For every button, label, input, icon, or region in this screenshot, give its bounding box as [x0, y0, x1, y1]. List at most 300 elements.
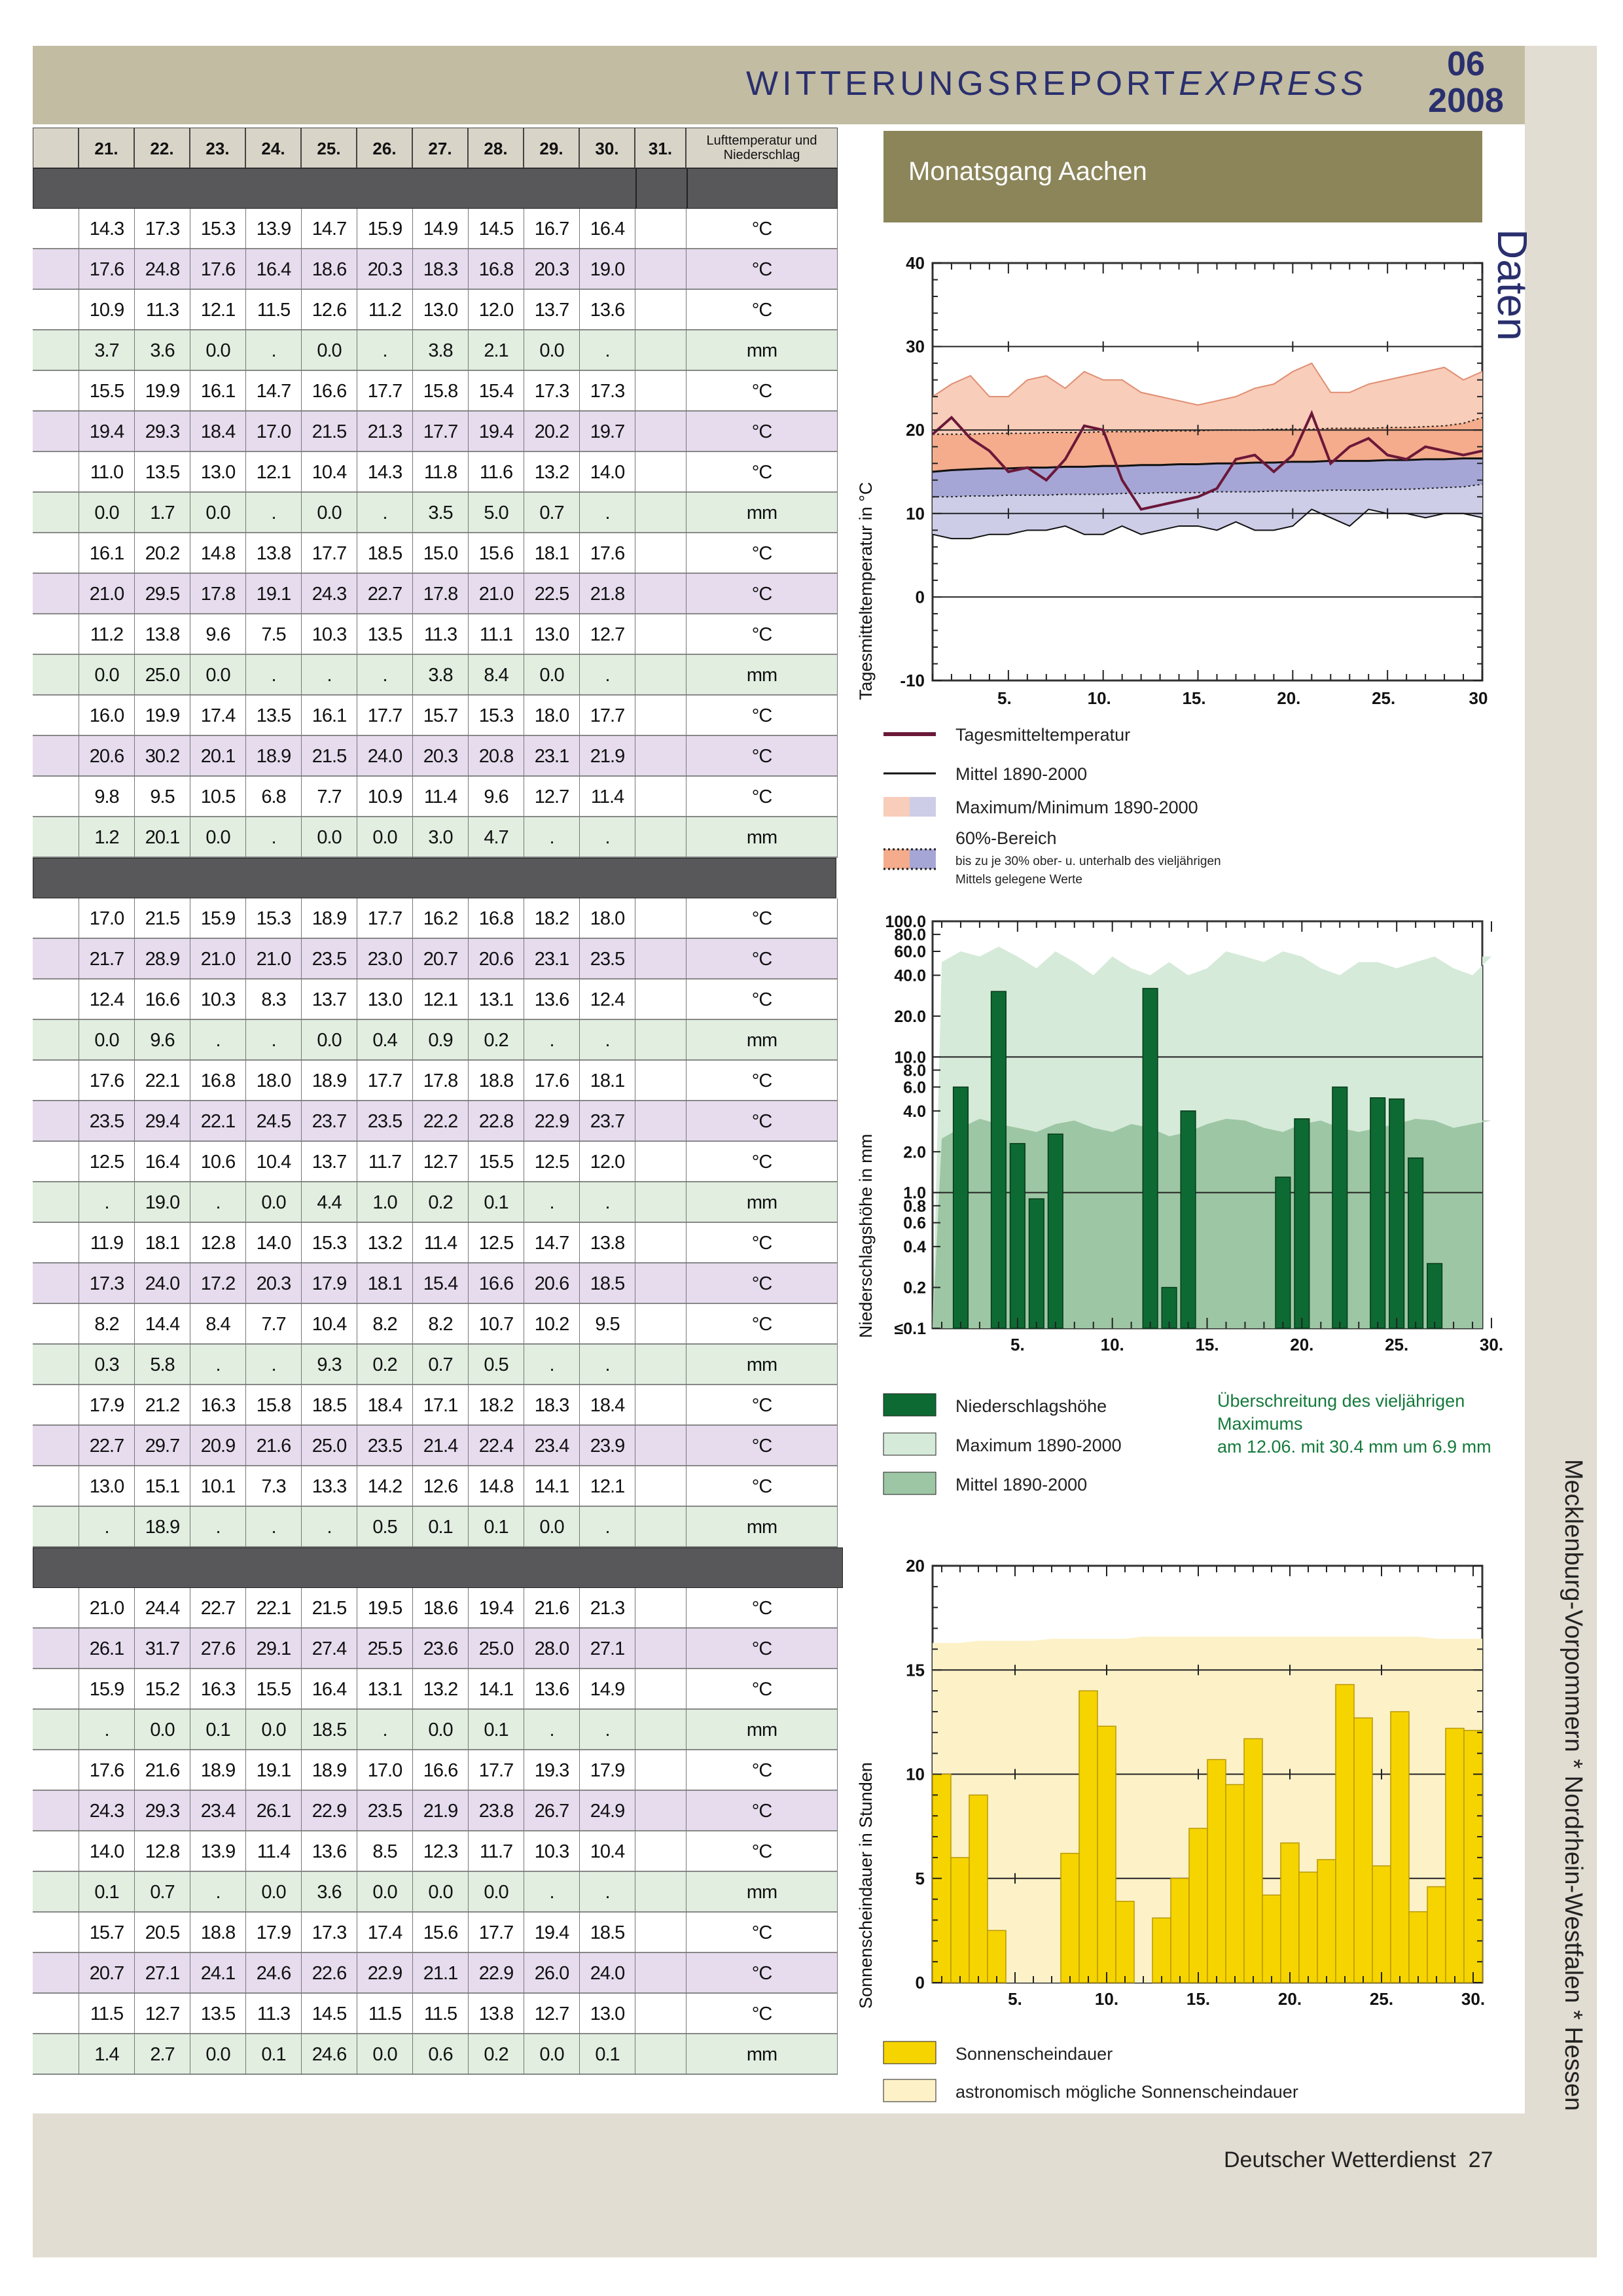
unit-cell: °C — [686, 249, 838, 290]
row-label-cell — [33, 1263, 79, 1304]
table-cell: 19.9 — [134, 696, 190, 736]
table-cell: 18.6 — [301, 249, 357, 290]
table-cell: 0.0 — [79, 655, 134, 696]
precipitation-bar — [1332, 1087, 1347, 1328]
x-tick-label: 25. — [1369, 1989, 1394, 2009]
table-cell: 1.2 — [79, 817, 134, 858]
unit-cell: °C — [686, 574, 838, 614]
table-cell: . — [190, 1507, 245, 1547]
table-cell: 16.2 — [412, 898, 468, 939]
table-row — [33, 817, 838, 858]
row-label-cell — [33, 777, 79, 817]
precipitation-bar — [1048, 1134, 1063, 1328]
table-cell: 0.0 — [468, 1872, 524, 1913]
table-cell: 23.5 — [357, 1101, 412, 1142]
table-cell: . — [524, 1710, 579, 1750]
table-cell: 23.1 — [524, 939, 579, 980]
table-cell: 12.5 — [79, 1142, 134, 1182]
table-cell: 20.1 — [134, 817, 190, 858]
table-cell: 16.4 — [301, 1669, 357, 1710]
legend-swatch-min — [910, 797, 936, 817]
table-cell: 16.0 — [79, 696, 134, 736]
y-axis-label: Tagesmitteltemperatur in °C — [856, 482, 876, 700]
table-cell: 14.1 — [524, 1466, 579, 1507]
table-cell: 18.9 — [301, 1750, 357, 1791]
column-header-day: 23. — [190, 128, 245, 168]
row-label-cell — [33, 1629, 79, 1669]
y-axis-label: Sonnenscheindauer in Stunden — [856, 1762, 876, 2009]
page-number: 27 — [1468, 2147, 1493, 2172]
table-cell: 7.7 — [301, 777, 357, 817]
table-cell: 14.3 — [79, 209, 134, 249]
table-cell: 11.1 — [468, 614, 524, 655]
issue-month: 06 — [1447, 45, 1485, 83]
table-cell: 23.7 — [301, 1101, 357, 1142]
table-cell: 12.1 — [245, 452, 301, 493]
table-cell: . — [301, 655, 357, 696]
footer — [1224, 2147, 1493, 2173]
table-cell: 20.5 — [134, 1913, 190, 1953]
table-cell — [635, 1020, 686, 1061]
y-tick-label: 2.0 — [903, 1143, 926, 1162]
table-cell: 24.3 — [301, 574, 357, 614]
precipitation-bar — [1010, 1144, 1026, 1328]
table-cell — [635, 1710, 686, 1750]
table-cell: 21.6 — [524, 1588, 579, 1629]
table-cell: 29.4 — [134, 1101, 190, 1142]
row-label-cell — [33, 1304, 79, 1345]
table-cell: 24.9 — [579, 1791, 635, 1831]
unit-cell: °C — [686, 1142, 838, 1182]
table-cell: 13.0 — [79, 1466, 134, 1507]
table-cell: 22.9 — [301, 1791, 357, 1831]
exceedance-annotation: Überschreitung des vieljährigen — [1217, 1391, 1465, 1411]
y-axis-label: Niederschlagshöhe in mm — [856, 1133, 876, 1338]
table-row — [33, 1182, 838, 1223]
table-cell: 23.7 — [579, 1101, 635, 1142]
table-cell: 14.8 — [468, 1466, 524, 1507]
row-label-cell — [33, 1020, 79, 1061]
table-cell: 16.6 — [412, 1750, 468, 1791]
table-cell: 21.3 — [357, 412, 412, 452]
sunshine-bar — [1464, 1731, 1482, 1983]
sunshine-bar — [1317, 1860, 1336, 1983]
table-cell: 13.2 — [412, 1669, 468, 1710]
column-header-day: 26. — [357, 128, 412, 168]
table-cell — [635, 1953, 686, 1994]
table-row — [33, 1994, 838, 2034]
table-cell: . — [301, 1507, 357, 1547]
table-cell: 9.6 — [468, 777, 524, 817]
table-cell: 19.5 — [357, 1588, 412, 1629]
table-cell: 22.8 — [468, 1101, 524, 1142]
table-cell: 25.0 — [468, 1629, 524, 1669]
table-cell: 19.4 — [79, 412, 134, 452]
table-cell: 0.7 — [134, 1872, 190, 1913]
table-row — [33, 290, 838, 330]
unit-cell: °C — [686, 533, 838, 574]
table-cell: 22.7 — [79, 1426, 134, 1466]
table-cell: 12.6 — [301, 290, 357, 330]
table-cell: 21.0 — [245, 939, 301, 980]
table-cell: . — [579, 1345, 635, 1385]
table-cell: 0.1 — [579, 2034, 635, 2075]
sunshine-bar — [1281, 1843, 1299, 1983]
chart-title: Monatsgang Aachen — [908, 157, 1147, 186]
table-cell: 18.3 — [524, 1385, 579, 1426]
table-cell: 14.9 — [412, 209, 468, 249]
y-tick-label: 60.0 — [894, 942, 926, 961]
table-cell: 21.5 — [301, 1588, 357, 1629]
table-cell: 29.5 — [134, 574, 190, 614]
table-row — [33, 1101, 838, 1142]
legend-label: Sonnenscheindauer — [955, 2044, 1113, 2064]
table-row — [33, 1345, 838, 1385]
table-cell: 18.1 — [579, 1061, 635, 1101]
unit-cell: °C — [686, 1061, 838, 1101]
unit-cell: °C — [686, 1791, 838, 1831]
unit-cell: °C — [686, 290, 838, 330]
y-tick-label: -10 — [900, 671, 925, 690]
y-tick-label: 8.0 — [903, 1061, 926, 1080]
table-cell: 29.1 — [245, 1629, 301, 1669]
table-cell: 0.0 — [79, 1020, 134, 1061]
table-cell — [635, 939, 686, 980]
unit-cell: °C — [686, 1263, 838, 1304]
row-label-cell — [33, 1182, 79, 1223]
table-cell: 3.8 — [412, 330, 468, 371]
table-cell: 22.6 — [301, 1953, 357, 1994]
table-cell: . — [524, 817, 579, 858]
table-cell: . — [190, 1872, 245, 1913]
table-cell — [635, 1872, 686, 1913]
table-row — [33, 2034, 838, 2075]
y-tick-label: 0 — [915, 1973, 925, 1992]
table-cell: 15.7 — [79, 1913, 134, 1953]
table-cell: 15.3 — [245, 898, 301, 939]
table-cell: 27.6 — [190, 1629, 245, 1669]
table-row — [33, 1426, 838, 1466]
x-tick-label: 5. — [997, 688, 1012, 708]
table-cell: 17.0 — [357, 1750, 412, 1791]
table-cell: 20.7 — [412, 939, 468, 980]
table-cell: 0.0 — [357, 817, 412, 858]
table-cell: 7.3 — [245, 1466, 301, 1507]
row-label-cell — [33, 898, 79, 939]
table-cell: 12.7 — [412, 1142, 468, 1182]
table-cell — [635, 980, 686, 1020]
table-row — [33, 1304, 838, 1345]
table-cell: 17.6 — [524, 1061, 579, 1101]
table-cell: 11.5 — [412, 1994, 468, 2034]
unit-cell: mm — [686, 330, 838, 371]
table-cell: 16.4 — [134, 1142, 190, 1182]
unit-cell: °C — [686, 1750, 838, 1791]
row-label-cell — [33, 1507, 79, 1547]
table-cell: 17.7 — [301, 533, 357, 574]
table-cell: 2.1 — [468, 330, 524, 371]
table-cell — [635, 249, 686, 290]
station-section-bar — [33, 168, 838, 209]
table-cell: 10.2 — [524, 1304, 579, 1345]
table-cell: 13.0 — [190, 452, 245, 493]
row-label-cell — [33, 1426, 79, 1466]
table-cell: 15.9 — [357, 209, 412, 249]
table-cell: 26.0 — [524, 1953, 579, 1994]
unit-cell: °C — [686, 209, 838, 249]
table-cell — [635, 1669, 686, 1710]
table-cell: 22.4 — [468, 1426, 524, 1466]
table-cell: 24.6 — [245, 1953, 301, 1994]
precipitation-bar — [991, 991, 1007, 1328]
legend-swatch-max — [883, 1433, 936, 1455]
unit-cell: °C — [686, 1304, 838, 1345]
table-cell: 20.1 — [190, 736, 245, 777]
table-cell: 8.3 — [245, 980, 301, 1020]
unit-cell: °C — [686, 696, 838, 736]
table-cell: 14.5 — [468, 209, 524, 249]
table-cell: 12.1 — [579, 1466, 635, 1507]
unit-cell: °C — [686, 1385, 838, 1426]
table-cell: 11.4 — [579, 777, 635, 817]
table-cell: 28.0 — [524, 1629, 579, 1669]
table-cell: 0.1 — [245, 2034, 301, 2075]
table-row — [33, 330, 838, 371]
table-cell — [635, 574, 686, 614]
table-cell: 22.7 — [357, 574, 412, 614]
table-cell: 4.7 — [468, 817, 524, 858]
table-cell: . — [579, 655, 635, 696]
table-cell: 16.1 — [301, 696, 357, 736]
y-tick-label: 40.0 — [894, 966, 926, 985]
table-cell: 16.7 — [524, 209, 579, 249]
table-cell: 29.7 — [134, 1426, 190, 1466]
unit-cell: °C — [686, 1101, 838, 1142]
y-tick-label: 4.0 — [903, 1102, 926, 1121]
table-cell: 18.5 — [357, 533, 412, 574]
legend-label: Mittel 1890-2000 — [955, 764, 1088, 784]
table-cell: 8.5 — [357, 1831, 412, 1872]
table-cell — [635, 1345, 686, 1385]
row-label-cell — [33, 1588, 79, 1629]
legend-label: Maximum/Minimum 1890-2000 — [955, 798, 1198, 817]
table-cell — [635, 533, 686, 574]
table-row — [33, 980, 838, 1020]
table-cell: 14.4 — [134, 1304, 190, 1345]
section-bar-divider — [687, 169, 688, 208]
table-cell: 15.3 — [468, 696, 524, 736]
table-cell: 0.1 — [468, 1710, 524, 1750]
legend-swatch-astronomical — [883, 2079, 936, 2102]
table-cell: 0.0 — [190, 493, 245, 533]
table-cell: 12.0 — [579, 1142, 635, 1182]
table-cell: 16.4 — [245, 249, 301, 290]
table-cell: 1.4 — [79, 2034, 134, 2075]
table-cell — [635, 1750, 686, 1791]
unit-cell: mm — [686, 1872, 838, 1913]
table-cell: 17.7 — [357, 898, 412, 939]
table-cell: 24.0 — [579, 1953, 635, 1994]
table-cell: 12.4 — [579, 980, 635, 1020]
table-cell: 10.7 — [468, 1304, 524, 1345]
table-cell: . — [524, 1020, 579, 1061]
table-cell: 0.1 — [468, 1182, 524, 1223]
table-cell: 6.8 — [245, 777, 301, 817]
table-row — [33, 1750, 838, 1791]
table-cell: 18.5 — [301, 1385, 357, 1426]
sunshine-bar — [1336, 1685, 1354, 1983]
y-tick-label: 10 — [906, 503, 925, 523]
table-cell: 22.9 — [357, 1953, 412, 1994]
table-cell: 21.6 — [245, 1426, 301, 1466]
precipitation-bar — [1275, 1177, 1291, 1328]
table-cell: 20.8 — [468, 736, 524, 777]
table-cell: 23.4 — [190, 1791, 245, 1831]
table-cell: 26.1 — [245, 1791, 301, 1831]
section-label: Daten — [1489, 229, 1536, 341]
table-cell: 23.8 — [468, 1791, 524, 1831]
table-cell: 5.8 — [134, 1345, 190, 1385]
y-tick-label: 30 — [906, 336, 925, 357]
table-row — [33, 1831, 838, 1872]
table-cell: 17.8 — [412, 1061, 468, 1101]
table-cell: 22.2 — [412, 1101, 468, 1142]
sunshine-bar — [988, 1930, 1006, 1983]
column-header-day: 30. — [579, 128, 635, 168]
table-cell: 0.2 — [468, 1020, 524, 1061]
table-cell — [635, 1831, 686, 1872]
table-cell: 29.3 — [134, 412, 190, 452]
table-cell: 14.0 — [245, 1223, 301, 1263]
row-label-cell — [33, 1994, 79, 2034]
table-cell: 11.6 — [468, 452, 524, 493]
issue-number — [1414, 46, 1518, 119]
table-cell: 0.0 — [245, 1872, 301, 1913]
table-cell: 8.2 — [79, 1304, 134, 1345]
table-cell: 18.4 — [579, 1385, 635, 1426]
table-cell: 17.7 — [468, 1750, 524, 1791]
table-cell — [635, 452, 686, 493]
x-tick-label: 5. — [1010, 1335, 1025, 1354]
row-label-cell — [33, 1061, 79, 1101]
table-row — [33, 1710, 838, 1750]
table-cell: 17.3 — [301, 1913, 357, 1953]
table-cell: 13.8 — [579, 1223, 635, 1263]
legend-note: bis zu je 30% ober- u. unterhalb des vieljährigen — [955, 855, 1221, 868]
table-cell: 9.3 — [301, 1345, 357, 1385]
row-label-cell — [33, 1101, 79, 1142]
table-cell: 14.2 — [357, 1466, 412, 1507]
table-cell: 18.6 — [412, 1588, 468, 1629]
table-cell: . — [579, 493, 635, 533]
row-label-cell — [33, 1710, 79, 1750]
table-cell: 22.9 — [524, 1101, 579, 1142]
table-cell: 0.0 — [412, 1710, 468, 1750]
row-label-cell — [33, 330, 79, 371]
table-cell: 18.8 — [190, 1913, 245, 1953]
table-cell — [635, 1629, 686, 1669]
table-cell: 12.7 — [524, 777, 579, 817]
unit-cell: mm — [686, 2034, 838, 2075]
table-cell — [635, 777, 686, 817]
table-cell: 22.5 — [524, 574, 579, 614]
table-cell — [635, 655, 686, 696]
table-cell: 11.4 — [245, 1831, 301, 1872]
table-cell: 21.9 — [579, 736, 635, 777]
legend-note: Mittels gelegene Werte — [955, 873, 1082, 887]
table-cell — [635, 1507, 686, 1547]
legend-swatch-lower60 — [910, 849, 936, 869]
table-cell: 0.4 — [357, 1020, 412, 1061]
table-cell: 1.7 — [134, 493, 190, 533]
table-cell: 0.2 — [412, 1182, 468, 1223]
table-cell: 12.3 — [412, 1831, 468, 1872]
table-cell: 0.0 — [301, 493, 357, 533]
table-cell — [635, 1101, 686, 1142]
x-tick-label: 20. — [1290, 1335, 1314, 1354]
table-cell: 14.7 — [524, 1223, 579, 1263]
y-tick-label: 0.4 — [903, 1238, 926, 1257]
unit-cell: mm — [686, 655, 838, 696]
table-cell: 17.9 — [579, 1750, 635, 1791]
legend-swatch-max — [883, 797, 910, 817]
table-row — [33, 1913, 838, 1953]
table-cell: 11.5 — [245, 290, 301, 330]
table-cell: . — [245, 817, 301, 858]
table-cell: 17.6 — [79, 1750, 134, 1791]
y-tick-label: ≤0.1 — [894, 1320, 926, 1338]
table-cell: 16.3 — [190, 1385, 245, 1426]
table-cell: 0.0 — [524, 330, 579, 371]
table-cell: 18.1 — [357, 1263, 412, 1304]
table-cell: 10.6 — [190, 1142, 245, 1182]
table-cell: 19.4 — [468, 1588, 524, 1629]
table-cell: 24.3 — [79, 1791, 134, 1831]
table-cell — [635, 1791, 686, 1831]
row-label-cell — [33, 2034, 79, 2075]
x-tick-label: 10. — [1094, 1989, 1119, 2009]
table-cell: 12.8 — [134, 1831, 190, 1872]
table-cell: . — [79, 1507, 134, 1547]
y-tick-label: 5 — [915, 1868, 925, 1888]
table-cell: 0.0 — [245, 1182, 301, 1223]
table-cell: 15.4 — [412, 1263, 468, 1304]
table-cell: 24.6 — [301, 2034, 357, 2075]
legend-swatch-mean — [883, 1472, 936, 1494]
table-cell: . — [245, 1020, 301, 1061]
table-cell: . — [357, 1710, 412, 1750]
table-cell: 24.8 — [134, 249, 190, 290]
table-cell: 19.9 — [134, 371, 190, 412]
table-cell — [635, 1061, 686, 1101]
table-cell: 13.9 — [245, 209, 301, 249]
sunshine-legend — [877, 2035, 1505, 2107]
table-cell: 0.0 — [524, 2034, 579, 2075]
exceedance-annotation: am 12.06. mit 30.4 mm um 6.9 mm — [1217, 1437, 1491, 1457]
table-cell: 13.5 — [190, 1994, 245, 2034]
table-cell: 14.7 — [301, 209, 357, 249]
sunshine-bar — [1372, 1866, 1391, 1983]
sunshine-bar — [1446, 1728, 1464, 1983]
sunshine-bar — [1189, 1828, 1207, 1983]
table-cell: 18.1 — [524, 533, 579, 574]
table-cell: . — [79, 1710, 134, 1750]
sunshine-bar — [969, 1795, 988, 1983]
legend-label: Maximum 1890-2000 — [955, 1436, 1122, 1455]
precipitation-legend — [877, 1387, 1505, 1511]
table-cell: . — [579, 330, 635, 371]
table-cell: 11.5 — [79, 1994, 134, 2034]
